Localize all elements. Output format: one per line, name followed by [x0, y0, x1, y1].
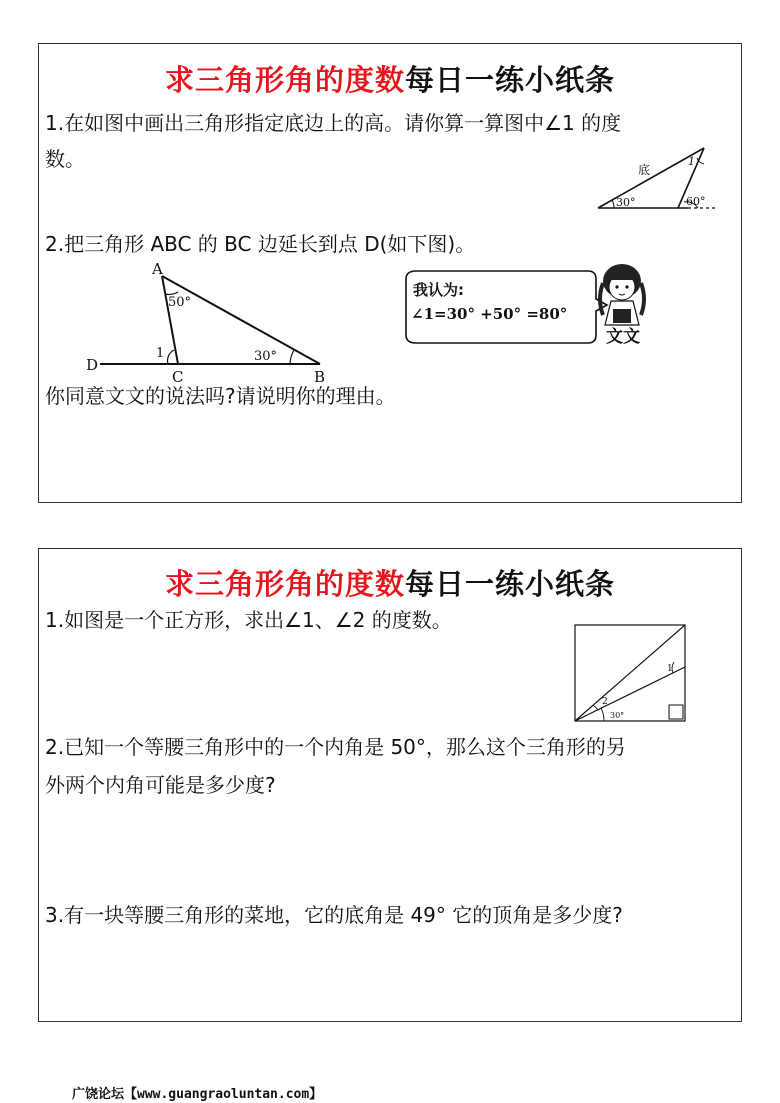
- card-title: [39, 562, 741, 603]
- angle-50-label: 50°: [168, 295, 192, 310]
- angle-2-mark: 2: [602, 697, 608, 707]
- question-1-line-2: 数。: [45, 147, 85, 171]
- footer-source: 广饶论坛【www.guangraoluntan.com】: [72, 1087, 323, 1102]
- title-black: 每日一练小纸条: [405, 567, 616, 601]
- point-d-label: D: [86, 356, 99, 374]
- girl-character-icon: [591, 259, 653, 327]
- triangle-abc-figure: [84, 260, 334, 386]
- question-1-line-1: 1.在如图中画出三角形指定底边上的高。请你算一算图中∠1 的度: [45, 111, 622, 135]
- square-figure: [574, 624, 686, 722]
- title-black: 每日一练小纸条: [405, 63, 616, 97]
- question-2-line-1: 2.把三角形 ABC 的 BC 边延长到点 D(如下图)。: [45, 232, 476, 256]
- exercise-card-1: [38, 43, 742, 503]
- base-label: 底: [638, 163, 651, 177]
- bubble-line-2: ∠1=30° +50° =80°: [411, 305, 568, 323]
- exercise-card-2: [38, 548, 742, 1022]
- vertex-b-label: B: [314, 368, 326, 386]
- question-1: 1.如图是一个正方形，求出∠1、∠2 的度数。: [45, 608, 452, 632]
- question-2-line-2: 你同意文文的说法吗?请说明你的理由。: [45, 384, 396, 408]
- vertex-c-label: C: [172, 368, 184, 386]
- title-red: 求三角形角的度数: [164, 63, 405, 97]
- angle-1-label: 1: [156, 346, 165, 361]
- angle-30-label: 30°: [254, 349, 278, 364]
- card-title: [39, 58, 741, 99]
- angle-30-label: 30°: [616, 196, 636, 209]
- question-2-line-2: 外两个内角可能是多少度?: [45, 773, 276, 797]
- bubble-line-1: 我认为:: [413, 281, 464, 299]
- angle-1-mark: 1: [667, 664, 673, 674]
- character-name: 文文: [606, 327, 640, 347]
- triangle-figure-1: [594, 142, 724, 214]
- vertex-a-label: A: [152, 260, 163, 278]
- title-red: 求三角形角的度数: [164, 567, 405, 601]
- question-2-line-1: 2.已知一个等腰三角形中的一个内角是 50°，那么这个三角形的另: [45, 735, 626, 759]
- angle-1-mark: 1: [688, 155, 695, 168]
- angle-60-label: 60°: [686, 195, 706, 208]
- question-3: 3.有一块等腰三角形的菜地，它的底角是 49° 它的顶角是多少度?: [45, 903, 623, 927]
- angle-30-label: 30°: [610, 711, 625, 720]
